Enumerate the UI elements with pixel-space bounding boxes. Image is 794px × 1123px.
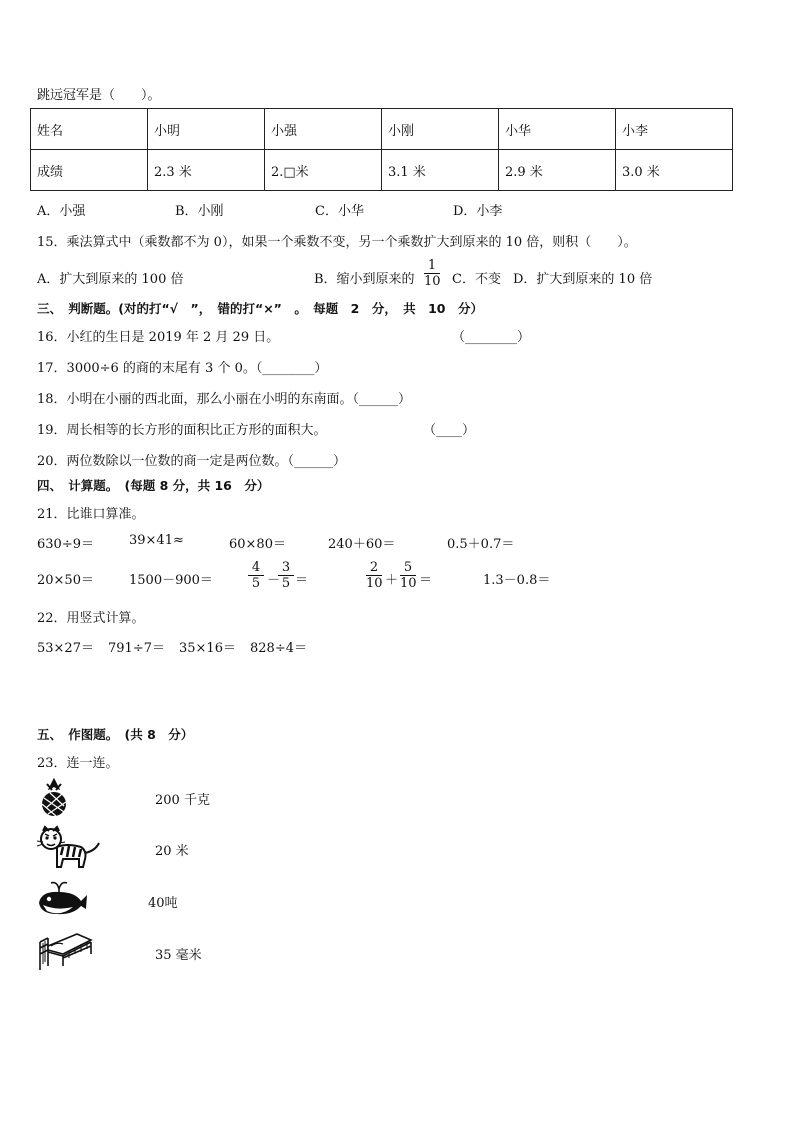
table-cell: 成绩 bbox=[31, 150, 148, 191]
q18-text: 18．小明在小丽的西北面，那么小丽在小明的东南面。（______） bbox=[37, 392, 412, 407]
calc-item: 240＋60＝ bbox=[328, 537, 396, 552]
calc-item: 828÷4＝ bbox=[250, 641, 307, 656]
q19-answer-blank[interactable]: （____） bbox=[423, 423, 476, 438]
q14-stem: 跳远冠军是（ ）。 bbox=[37, 88, 161, 103]
fraction bbox=[366, 560, 382, 591]
table-row bbox=[31, 150, 733, 191]
calc-item: 35×16＝ bbox=[179, 641, 236, 656]
calc-item: 791÷7＝ bbox=[108, 641, 165, 656]
table-cell: 2.3 米 bbox=[148, 150, 265, 191]
unit-label[interactable]: 20 米 bbox=[155, 844, 189, 859]
calc-item: 20×50＝ bbox=[37, 573, 94, 588]
q19-text: 19．周长相等的长方形的面积比正方形的面积大。 bbox=[37, 423, 327, 438]
section4-title: 四、 计算题。 (每题 8 分，共 16 分） bbox=[37, 478, 270, 493]
table-cell: 2.□米 bbox=[265, 150, 382, 191]
table-cell: 小李 bbox=[616, 109, 733, 150]
table-cell: 2.9 米 bbox=[499, 150, 616, 191]
fraction-denominator: 5 bbox=[248, 575, 264, 591]
q15-option-d[interactable]: D．扩大到原来的 10 倍 bbox=[513, 272, 653, 287]
fraction-numerator: 4 bbox=[251, 560, 261, 575]
calc-item: 0.5＋0.7＝ bbox=[447, 537, 515, 552]
q17-text: 17．3000÷6 的商的末尾有 3 个 0。（________） bbox=[37, 361, 328, 376]
table-cell: 3.0 米 bbox=[616, 150, 733, 191]
equals: ＝ bbox=[419, 573, 433, 588]
q22-text: 22．用竖式计算。 bbox=[37, 611, 145, 626]
q15-option-c[interactable]: C．不变 bbox=[452, 272, 501, 287]
table-cell: 小刚 bbox=[382, 109, 499, 150]
q20-text: 20．两位数除以一位数的商一定是两位数。（______） bbox=[37, 454, 347, 469]
table-cell: 姓名 bbox=[31, 109, 148, 150]
unit-label[interactable]: 35 毫米 bbox=[155, 948, 202, 963]
operator: ＋ bbox=[385, 573, 399, 588]
calc-item: 1.3－0.8＝ bbox=[483, 573, 551, 588]
whale-icon bbox=[37, 879, 87, 917]
pineapple-icon bbox=[37, 778, 71, 818]
fraction bbox=[248, 560, 264, 591]
q15-option-b-fraction bbox=[424, 258, 440, 289]
equals: ＝ bbox=[295, 573, 309, 588]
calc-item: 630÷9＝ bbox=[37, 537, 94, 552]
section3-title: 三、 判断题。(对的打“√ ”， 错的打“×” 。 每题 2 分， 共 10 分） bbox=[37, 301, 483, 316]
q14-option-c[interactable]: C．小华 bbox=[315, 204, 364, 219]
table-cell: 小明 bbox=[148, 109, 265, 150]
calc-item: 53×27＝ bbox=[37, 641, 94, 656]
fraction-denominator: 10 bbox=[366, 576, 383, 591]
q14-option-b[interactable]: B．小刚 bbox=[175, 204, 224, 219]
q14-option-a[interactable]: A．小强 bbox=[37, 204, 86, 219]
table-cell: 3.1 米 bbox=[382, 150, 499, 191]
unit-label[interactable]: 200 千克 bbox=[155, 793, 210, 808]
fraction bbox=[278, 560, 294, 591]
fraction-numerator: 1 bbox=[427, 258, 437, 273]
fraction-numerator: 3 bbox=[281, 560, 291, 575]
q15-option-a[interactable]: A．扩大到原来的 100 倍 bbox=[37, 272, 184, 287]
score-table bbox=[30, 108, 733, 191]
q14-option-d[interactable]: D．小李 bbox=[453, 204, 503, 219]
q16-answer-blank[interactable]: （________） bbox=[452, 330, 531, 345]
q21-text: 21．比谁口算准。 bbox=[37, 507, 145, 522]
calc-item: 1500－900＝ bbox=[129, 573, 213, 588]
table-row bbox=[31, 109, 733, 150]
fraction-denominator: 10 bbox=[400, 576, 417, 591]
fraction-denominator: 5 bbox=[278, 575, 294, 591]
fraction-denominator: 10 bbox=[424, 274, 441, 289]
calc-item: 39×41≈ bbox=[129, 533, 184, 548]
section5-title: 五、 作图题。 (共 8 分） bbox=[37, 727, 194, 742]
operator: － bbox=[267, 573, 281, 588]
unit-label[interactable]: 40吨 bbox=[148, 896, 178, 911]
q16-text: 16．小红的生日是 2019 年 2 月 29 日。 bbox=[37, 330, 280, 345]
table-cell: 小强 bbox=[265, 109, 382, 150]
fraction-numerator: 5 bbox=[403, 560, 413, 575]
tiger-icon bbox=[37, 825, 101, 869]
bed-icon bbox=[37, 928, 93, 972]
fraction bbox=[400, 560, 416, 591]
q23-text: 23．连一连。 bbox=[37, 756, 119, 771]
fraction-numerator: 2 bbox=[369, 560, 379, 575]
table-cell: 小华 bbox=[499, 109, 616, 150]
calc-item: 60×80＝ bbox=[229, 537, 286, 552]
q15-stem: 15．乘法算式中（乘数都不为 0），如果一个乘数不变，另一个乘数扩大到原来的 10 倍，则积（ ）。 bbox=[37, 235, 637, 250]
q15-option-b[interactable]: B．缩小到原来的 bbox=[314, 272, 415, 287]
